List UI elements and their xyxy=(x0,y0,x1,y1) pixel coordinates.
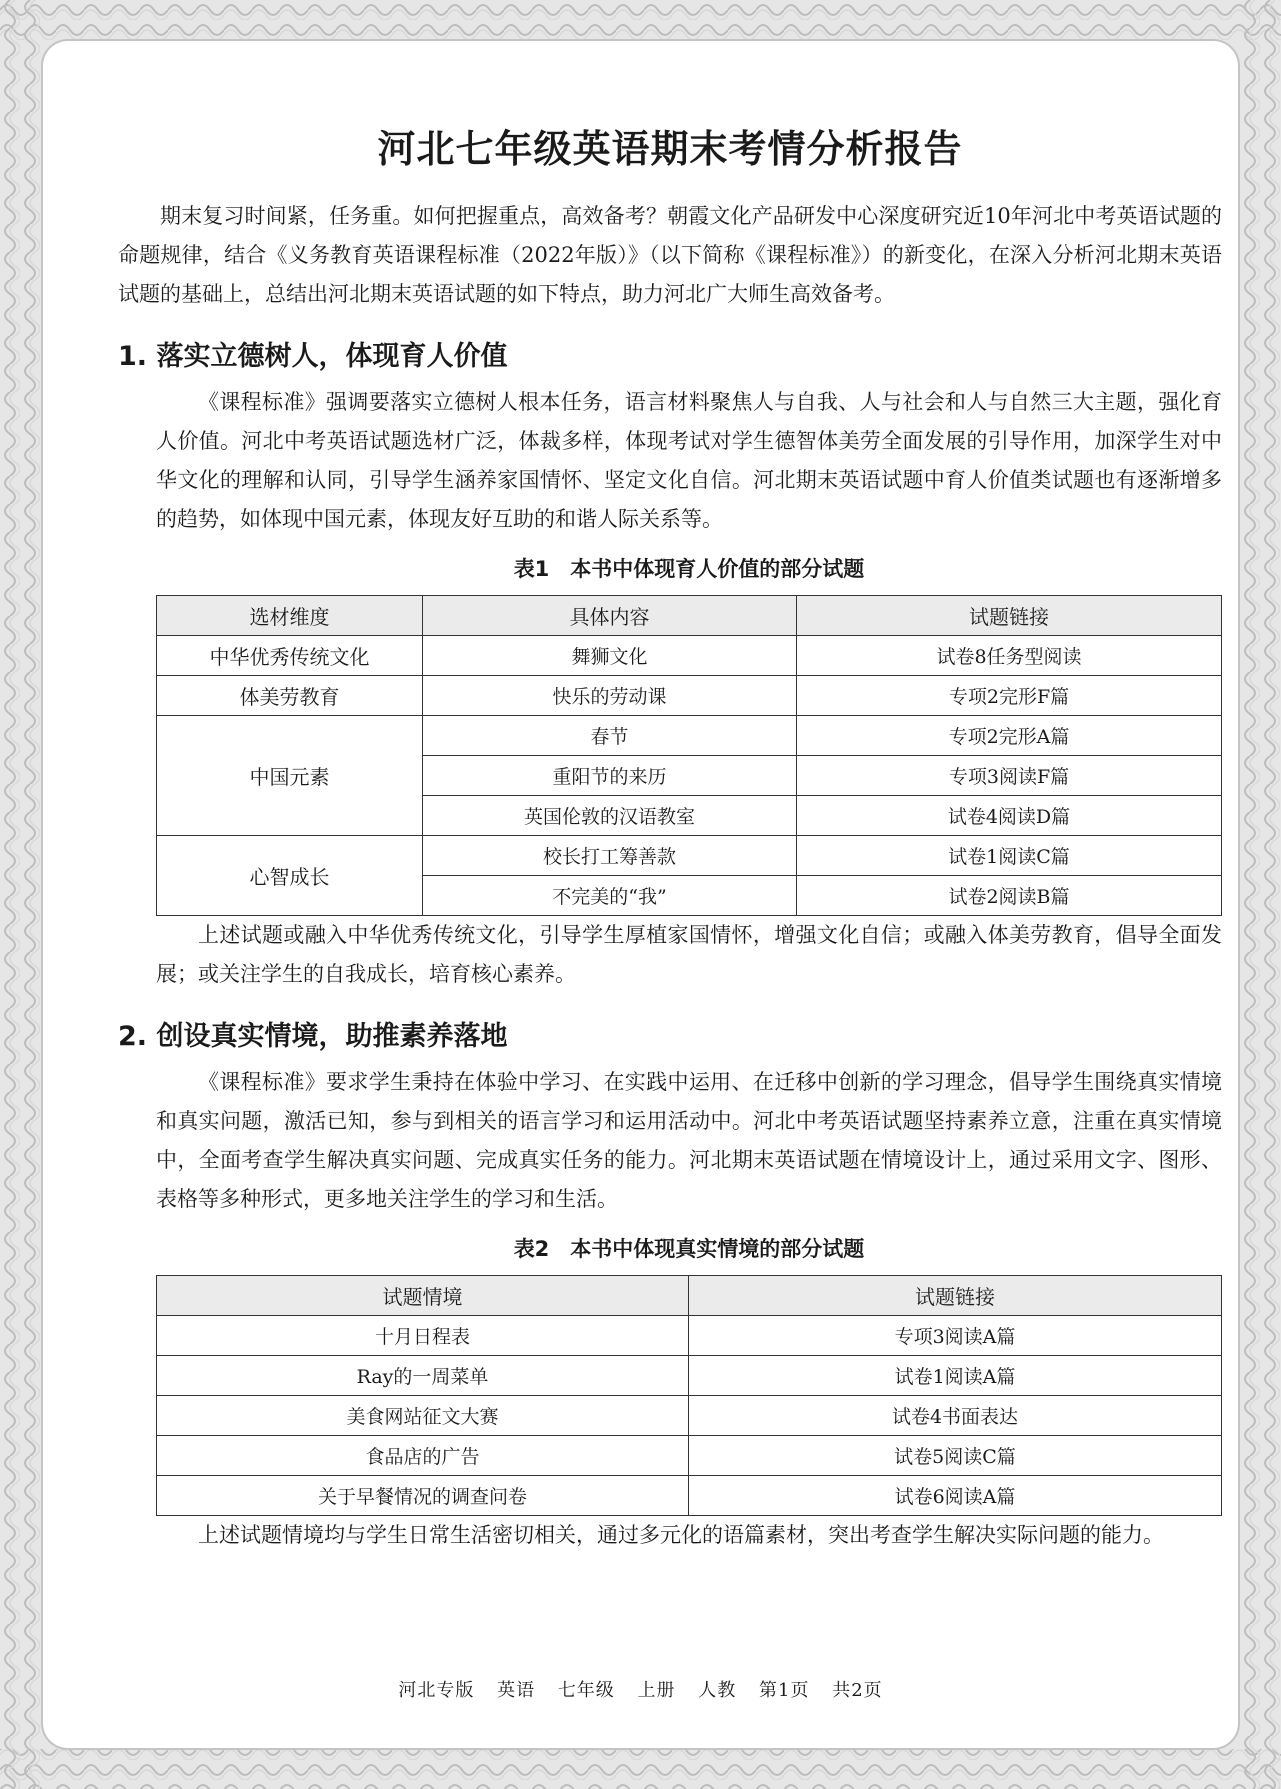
footer-edition: 河北专版 xyxy=(398,1680,475,1701)
link-cell: 试卷2阅读B篇 xyxy=(797,876,1222,916)
section-1-body xyxy=(118,383,1222,994)
table-2-header-cell: 试题链接 xyxy=(689,1276,1222,1316)
footer-publisher: 人教 xyxy=(698,1680,737,1701)
table-row xyxy=(157,836,1222,876)
dimension-cell: 中国元素 xyxy=(157,716,423,836)
intro-paragraph: 期末复习时间紧，任务重。如何把握重点，高效备考？朝霞文化产品研发中心深度研究近10年河北中考英语试题的命题规律，结合《义务教育英语课程标准（2022年版）》（以下简称《课程标准》）的新变化，在深入分析河北期末英语试题的基础上，总结出河北期末英语试题的如下特点，助力河北广大师生高效备考。 xyxy=(118,204,1222,306)
section-2-paragraph: 《课程标准》要求学生秉持在体验中学习、在实践中运用、在迁移中创新的学习理念，倡导学生围绕真实情境和真实问题，激活已知，参与到相关的语言学习和运用活动中。河北中考英语试题坚持素养立意，注重在真实情境中，全面考查学生解决真实问题、完成真实任务的能力。河北期末英语试题在情境设计上，通过采用文字、图形、表格等多种形式，更多地关注学生的学习和生活。 xyxy=(156,1070,1222,1211)
table-row xyxy=(157,716,1222,756)
link-cell: 试卷8任务型阅读 xyxy=(797,636,1222,676)
link-cell: 试卷5阅读C篇 xyxy=(689,1436,1222,1476)
table-1-header-cell: 选材维度 xyxy=(157,596,423,636)
scenario-cell: 关于早餐情况的调查问卷 xyxy=(157,1476,689,1516)
section-2-summary: 上述试题情境均与学生日常生活密切相关，通过多元化的语篇素材，突出考查学生解决实际问题的能力。 xyxy=(198,1523,1164,1547)
link-cell: 试卷4阅读D篇 xyxy=(797,796,1222,836)
table-1-header-cell: 试题链接 xyxy=(797,596,1222,636)
content-cell: 不完美的“我” xyxy=(423,876,797,916)
scenario-cell: 十月日程表 xyxy=(157,1316,689,1356)
table-row xyxy=(157,1476,1222,1516)
footer-subject: 英语 xyxy=(497,1680,536,1701)
page-footer xyxy=(0,1676,1281,1702)
table-2-caption: 表2 本书中体现真实情境的部分试题 xyxy=(513,1237,865,1261)
link-cell: 试卷1阅读A篇 xyxy=(689,1356,1222,1396)
link-cell: 试卷1阅读C篇 xyxy=(797,836,1222,876)
footer-grade: 七年级 xyxy=(557,1680,615,1701)
section-2-heading: 2. 创设真实情境，助推素养落地 xyxy=(118,1021,508,1052)
scenario-cell: Ray的一周菜单 xyxy=(157,1356,689,1396)
table-row xyxy=(157,1356,1222,1396)
table-row xyxy=(157,1396,1222,1436)
section-1-heading: 1. 落实立德树人，体现育人价值 xyxy=(118,341,508,372)
table-1-header-cell: 具体内容 xyxy=(423,596,797,636)
table-row xyxy=(157,1436,1222,1476)
content-cell: 春节 xyxy=(423,716,797,756)
table-2-header-cell: 试题情境 xyxy=(157,1276,689,1316)
section-1-paragraph: 《课程标准》强调要落实立德树人根本任务，语言材料聚焦人与自我、人与社会和人与自然三大主题，强化育人价值。河北中考英语试题选材广泛，体裁多样，体现考试对学生德智体美劳全面发展的引导作用，加深学生对中华文化的理解和认同，引导学生涵养家国情怀、坚定文化自信。河北期末英语试题中育人价值类试题也有逐渐增多的趋势，如体现中国元素，体现友好互助的和谐人际关系等。 xyxy=(156,390,1222,531)
table-row xyxy=(157,1316,1222,1356)
table-row xyxy=(157,636,1222,676)
content-cell: 重阳节的来历 xyxy=(423,756,797,796)
dimension-cell: 体美劳教育 xyxy=(157,676,423,716)
content-cell: 快乐的劳动课 xyxy=(423,676,797,716)
page-title: 河北七年级英语期末考情分析报告 xyxy=(377,127,963,171)
section-2-body xyxy=(118,1063,1222,1555)
document-page xyxy=(118,110,1222,1555)
content-cell: 校长打工筹善款 xyxy=(423,836,797,876)
link-cell: 专项3阅读F篇 xyxy=(797,756,1222,796)
link-cell: 试卷4书面表达 xyxy=(689,1396,1222,1436)
dimension-cell: 心智成长 xyxy=(157,836,423,916)
scenario-cell: 食品店的广告 xyxy=(157,1436,689,1476)
link-cell: 试卷6阅读A篇 xyxy=(689,1476,1222,1516)
link-cell: 专项3阅读A篇 xyxy=(689,1316,1222,1356)
section-1-summary: 上述试题或融入中华优秀传统文化，引导学生厚植家国情怀，增强文化自信；或融入体美劳教育，倡导全面发展；或关注学生的自我成长，培育核心素养。 xyxy=(156,923,1222,986)
footer-page-number: 第1页 xyxy=(759,1680,810,1701)
content-cell: 英国伦敦的汉语教室 xyxy=(423,796,797,836)
table-1-caption: 表1 本书中体现育人价值的部分试题 xyxy=(513,557,865,581)
link-cell: 专项2完形A篇 xyxy=(797,716,1222,756)
table-2-header-row xyxy=(157,1276,1222,1316)
link-cell: 专项2完形F篇 xyxy=(797,676,1222,716)
table-row xyxy=(157,676,1222,716)
footer-volume: 上册 xyxy=(637,1680,676,1701)
scenario-cell: 美食网站征文大赛 xyxy=(157,1396,689,1436)
table-1-header-row xyxy=(157,596,1222,636)
content-cell: 舞狮文化 xyxy=(423,636,797,676)
dimension-cell: 中华优秀传统文化 xyxy=(157,636,423,676)
footer-page-total: 共2页 xyxy=(832,1680,883,1701)
table-1 xyxy=(156,595,1222,916)
table-2 xyxy=(156,1275,1222,1516)
